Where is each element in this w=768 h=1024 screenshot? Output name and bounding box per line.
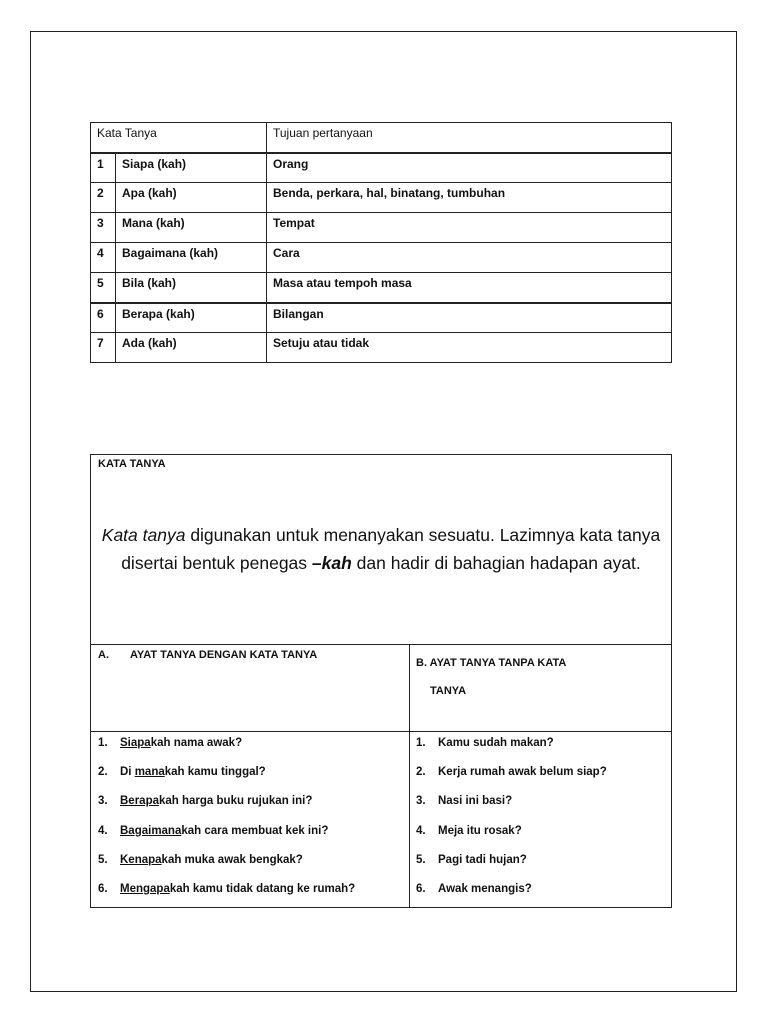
row-word: Berapa (kah) [116, 303, 267, 333]
item-post: kah cara membuat kek ini? [181, 824, 329, 837]
header-kata-tanya: Kata Tanya [91, 123, 267, 153]
intro-paragraph [91, 521, 671, 577]
table-row [91, 273, 672, 303]
item-number: 2. [98, 766, 108, 779]
item-question-word: Bagaimana [120, 824, 182, 837]
item-number: 5. [98, 853, 108, 866]
item-question-word: Siapa [120, 737, 151, 749]
list-item [416, 793, 607, 822]
column-b-title-line1: B. AYAT TANYA TANPA KATA [416, 657, 567, 669]
item-number: 5. [416, 853, 426, 866]
item-number: 4. [98, 824, 108, 837]
column-b-list [416, 735, 607, 910]
table-row [91, 153, 672, 183]
item-question-word: Kenapa [120, 853, 162, 866]
row-purpose: Benda, perkara, hal, binatang, tumbuhan [267, 183, 672, 213]
table-row [91, 303, 672, 333]
item-number: 6. [416, 882, 426, 895]
row-word: Mana (kah) [116, 213, 267, 243]
item-number: 1. [98, 737, 108, 749]
row-purpose: Setuju atau tidak [267, 333, 672, 363]
intro-emphasis: –kah [311, 553, 352, 573]
list-item [98, 881, 355, 910]
row-purpose: Orang [267, 153, 672, 183]
row-number: 4 [91, 243, 116, 273]
item-question-word: mana [134, 766, 165, 779]
row-word: Apa (kah) [116, 183, 267, 213]
item-text: Meja itu rosak? [438, 824, 522, 837]
column-divider [409, 644, 410, 907]
column-a-title: AYAT TANYA DENGAN KATA TANYA [130, 649, 318, 661]
row-purpose: Cara [267, 243, 672, 273]
item-post: kah muka awak bengkak? [161, 853, 303, 866]
column-a-heading [98, 649, 317, 661]
item-text: Nasi ini basi? [438, 795, 513, 808]
row-number: 2 [91, 183, 116, 213]
item-number: 3. [98, 795, 108, 808]
item-number: 3. [416, 795, 426, 808]
header-tujuan: Tujuan pertanyaan [267, 123, 672, 153]
row-word: Bila (kah) [116, 273, 267, 303]
row-number: 1 [91, 153, 116, 183]
column-a-letter: A. [98, 649, 109, 661]
item-text: Kerja rumah awak belum siap? [438, 766, 607, 779]
list-item [416, 735, 607, 764]
item-number: 4. [416, 824, 426, 837]
item-post: kah kamu tidak datang ke rumah? [169, 882, 356, 895]
row-purpose: Tempat [267, 213, 672, 243]
column-a-list [98, 735, 355, 910]
list-item [98, 823, 355, 852]
item-number: 2. [416, 766, 426, 779]
row-purpose: Masa atau tempoh masa [267, 273, 672, 303]
list-item [416, 764, 607, 793]
list-item [416, 823, 607, 852]
item-post: kah nama awak? [150, 737, 243, 749]
row-word: Ada (kah) [116, 333, 267, 363]
row-word: Bagaimana (kah) [116, 243, 267, 273]
row-number: 6 [91, 303, 116, 333]
row-number: 7 [91, 333, 116, 363]
column-b-heading [416, 649, 566, 705]
list-item [98, 764, 355, 793]
item-number: 6. [98, 882, 108, 895]
row-word: Siapa (kah) [116, 153, 267, 183]
item-question-word: Mengapa [120, 882, 170, 895]
row-number: 3 [91, 213, 116, 243]
list-item [98, 735, 355, 764]
item-pre: Di [120, 766, 135, 779]
item-question-word: Berapa [120, 795, 159, 808]
box-title: KATA TANYA [98, 458, 166, 470]
item-text: Kamu sudah makan? [438, 737, 554, 749]
item-post: kah harga buku rujukan ini? [159, 795, 313, 808]
list-item [98, 793, 355, 822]
item-post: kah kamu tinggal? [164, 766, 266, 779]
list-item [416, 881, 607, 910]
item-text: Pagi tadi hujan? [438, 853, 527, 866]
item-text: Awak menangis? [438, 882, 532, 895]
intro-text-1: digunakan untuk menanyakan sesuatu. Lazimnya kata tanya disertai bentuk penegas [121, 525, 661, 573]
table-row [91, 243, 672, 273]
item-number: 1. [416, 737, 426, 749]
divider [91, 731, 671, 732]
list-item [98, 852, 355, 881]
table-header-row [91, 123, 672, 153]
column-b-title-line2: TANYA [430, 685, 467, 697]
divider [91, 644, 671, 645]
kata-tanya-box [90, 454, 672, 908]
kata-tanya-table [90, 122, 672, 363]
intro-italic-lead: Kata tanya [101, 525, 186, 545]
row-number: 5 [91, 273, 116, 303]
table-row [91, 213, 672, 243]
table-row [91, 333, 672, 363]
table-row [91, 183, 672, 213]
row-purpose: Bilangan [267, 303, 672, 333]
list-item [416, 852, 607, 881]
intro-text-2: dan hadir di bahagian hadapan ayat. [351, 553, 641, 573]
